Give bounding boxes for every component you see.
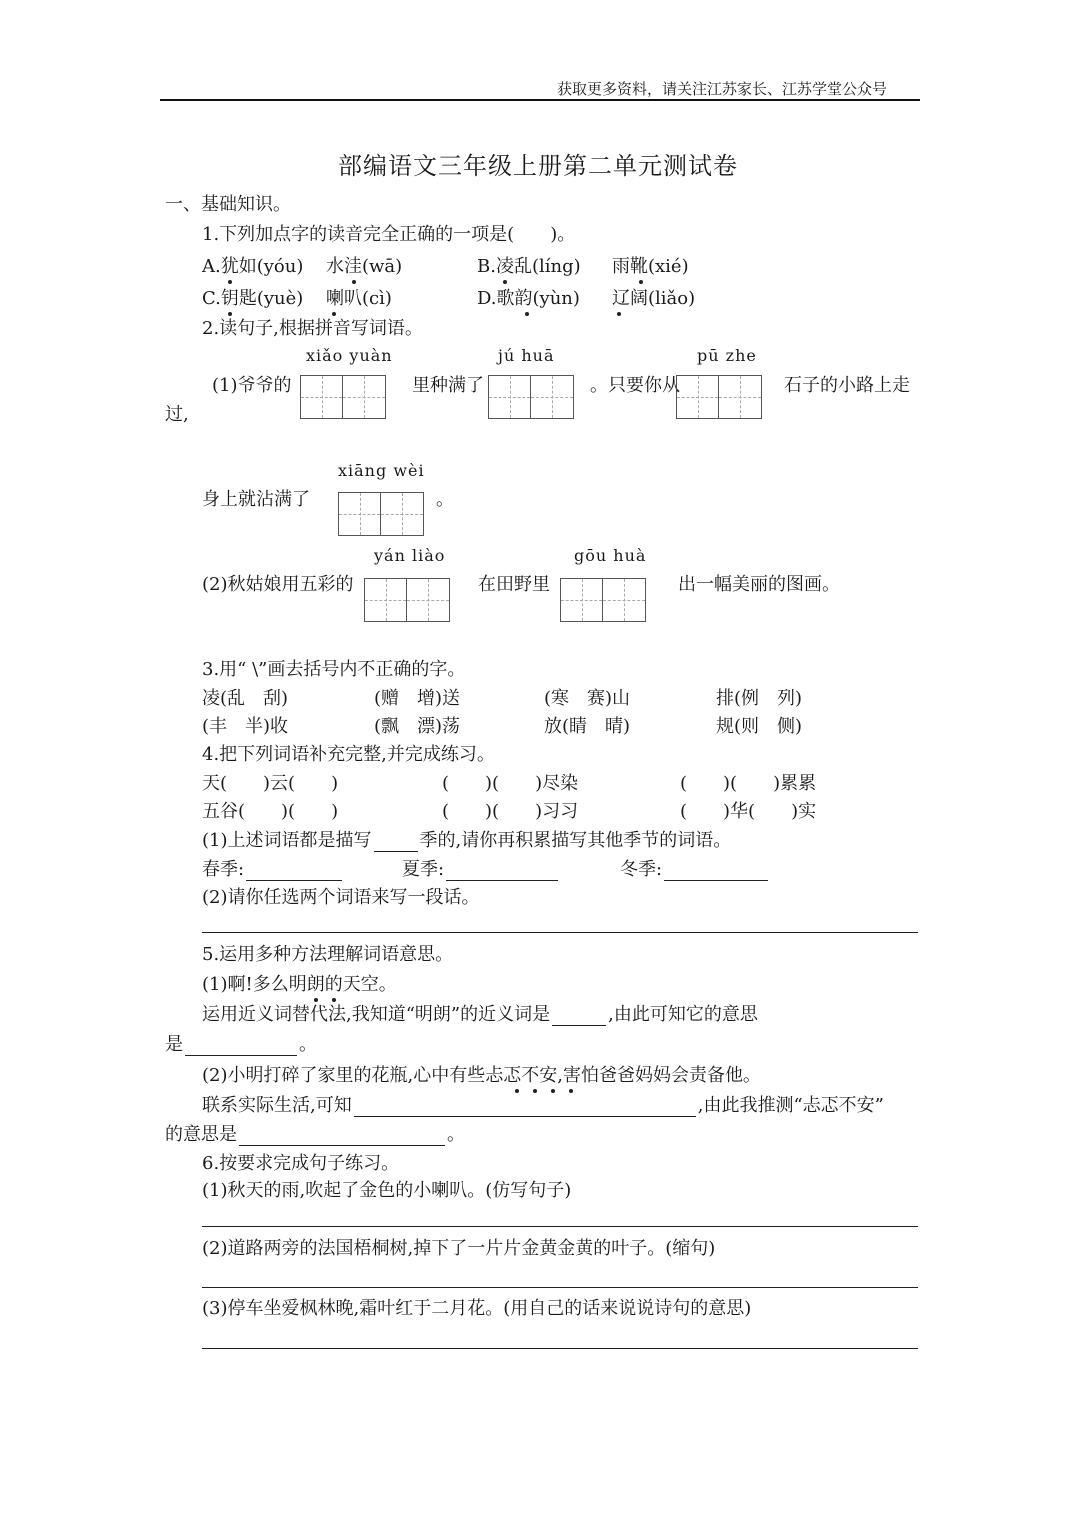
q1-option-d2: 辽阔(liǎo) xyxy=(612,288,696,309)
q2-sentence1-b: 里种满了 xyxy=(412,375,484,396)
q5-line6-prefix: 的意思是 xyxy=(165,1124,237,1145)
q2-sentence2-b: 在田野里 xyxy=(478,574,550,595)
header-note: 获取更多资料，请关注江苏家长、江苏学堂公众号 xyxy=(557,80,888,98)
q2-sentence1-f: 身上就沾满了 xyxy=(202,489,310,510)
answer-line[interactable] xyxy=(202,1287,918,1288)
q1-option-c1: C.钥匙(yuè) xyxy=(202,288,304,309)
answer-line[interactable] xyxy=(202,932,918,933)
answer-blank[interactable] xyxy=(246,862,342,881)
q5-line3-suffix: 。 xyxy=(299,1034,317,1055)
emphasis-dot xyxy=(314,998,318,1002)
writing-grid[interactable] xyxy=(560,578,646,622)
q4-sub1-prefix: (1)上述词语都是描写 xyxy=(202,830,372,851)
emphasis-dot xyxy=(533,1089,537,1093)
q5-sentence1: (1)啊!多么明朗的天空。 xyxy=(202,974,397,995)
emphasis-dot xyxy=(515,1089,519,1093)
emphasis-dot xyxy=(228,312,232,316)
emphasis-dot xyxy=(352,280,356,284)
writing-grid[interactable] xyxy=(300,375,386,419)
q6-item3: (3)停车坐爱枫林晚,霜叶红于二月花。(用自己的话来说说诗句的意思) xyxy=(202,1298,752,1319)
header-rule xyxy=(160,99,920,101)
emphasis-dot xyxy=(525,312,529,316)
answer-blank[interactable] xyxy=(239,1127,445,1146)
q5-line6 xyxy=(165,1124,465,1146)
q1-option-b1: B.凌乱(líng) xyxy=(477,256,581,277)
q3-item: 排(例 列) xyxy=(716,688,803,709)
q4-item: ( )( )累累 xyxy=(680,773,817,794)
q4-item: 五谷( )( ) xyxy=(202,801,339,822)
spring-label: 春季: xyxy=(202,859,245,880)
q1-option-c2: 喇叭(cì) xyxy=(326,288,392,309)
q5-line5-suffix: ,由此我推测“忐忑不安” xyxy=(697,1095,884,1116)
q3-item: 凌(乱 刮) xyxy=(202,688,289,709)
summer-label: 夏季: xyxy=(402,859,445,880)
q2-sentence2-c: 出一幅美丽的图画。 xyxy=(678,574,840,595)
q6-item1: (1)秋天的雨,吹起了金色的小喇叭。(仿写句子) xyxy=(202,1180,572,1201)
answer-blank[interactable] xyxy=(552,1007,606,1026)
q5-stem: 5.运用多种方法理解词语意思。 xyxy=(202,944,454,965)
q4-item: 天( )云( ) xyxy=(202,773,339,794)
q3-item: (飘 漂)荡 xyxy=(374,716,461,737)
q4-sub1-suffix: 季的,请你再积累描写其他季节的词语。 xyxy=(419,830,732,851)
summer-row xyxy=(402,859,560,881)
answer-blank[interactable] xyxy=(446,862,558,881)
q3-item: (赠 增)送 xyxy=(374,688,461,709)
q6-item2: (2)道路两旁的法国梧桐树,掉下了一片片金黄金黄的叶子。(缩句) xyxy=(202,1238,716,1259)
q2-sentence1-c: 。只要你从 xyxy=(590,375,680,396)
emphasis-dot xyxy=(332,312,336,316)
pinyin-6: gōu huà xyxy=(574,546,647,565)
q5-line3-prefix: 是 xyxy=(165,1034,183,1055)
q5-line2 xyxy=(202,1004,758,1026)
q4-item: ( )( )习习 xyxy=(442,801,579,822)
writing-grid[interactable] xyxy=(488,375,574,419)
q1-stem: 1.下列加点字的读音完全正确的一项是( )。 xyxy=(202,224,576,245)
spring-row xyxy=(202,859,344,881)
q5-line5-prefix: 联系实际生活,可知 xyxy=(202,1095,352,1116)
pinyin-1: xiǎo yuàn xyxy=(306,346,393,365)
q3-item: 放(睛 晴) xyxy=(544,716,631,737)
answer-blank[interactable] xyxy=(664,862,768,881)
q2-sentence1-a: (1)爷爷的 xyxy=(212,375,292,396)
q4-item: ( )华( )实 xyxy=(680,801,817,822)
writing-grid[interactable] xyxy=(364,578,450,622)
q5-line5 xyxy=(202,1095,884,1117)
answer-blank[interactable] xyxy=(354,1098,696,1117)
q1-option-b2: 雨靴(xié) xyxy=(612,256,689,277)
emphasis-dot xyxy=(617,312,621,316)
q1-option-a2: 水洼(wā) xyxy=(326,256,403,277)
q6-stem: 6.按要求完成句子练习。 xyxy=(202,1153,400,1174)
q5-line2-prefix: 运用近义词替代法,我知道“明朗”的近义词是 xyxy=(202,1004,551,1025)
q2-sentence1-d: 石子的小路上走 xyxy=(784,375,910,396)
winter-label: 冬季: xyxy=(620,859,663,880)
q3-item: (丰 半)收 xyxy=(202,716,289,737)
q5-sentence2: (2)小明打碎了家里的花瓶,心中有些忐忑不安,害怕爸爸妈妈会责备他。 xyxy=(202,1065,761,1086)
q2-sentence1-e: 过, xyxy=(165,404,189,425)
emphasis-dot xyxy=(503,280,507,284)
emphasis-dot xyxy=(639,280,643,284)
q3-item: (寒 赛)山 xyxy=(544,688,631,709)
answer-line[interactable] xyxy=(202,1348,918,1349)
q4-stem: 4.把下列词语补充完整,并完成练习。 xyxy=(202,744,495,765)
q2-sentence2-a: (2)秋姑娘用五彩的 xyxy=(202,574,354,595)
answer-line[interactable] xyxy=(202,1226,918,1227)
emphasis-dot xyxy=(228,280,232,284)
pinyin-4: xiāng wèi xyxy=(338,461,425,480)
q4-sub1 xyxy=(202,830,731,852)
answer-blank[interactable] xyxy=(185,1037,297,1056)
emphasis-dot xyxy=(551,1089,555,1093)
q4-sub2: (2)请你任选两个词语来写一段话。 xyxy=(202,887,480,908)
q5-line6-suffix: 。 xyxy=(447,1124,465,1145)
emphasis-dot xyxy=(332,998,336,1002)
pinyin-3: pū zhe xyxy=(697,346,757,365)
q1-option-a1: A.犹如(yóu) xyxy=(202,256,304,277)
q2-sentence1-g: 。 xyxy=(436,489,454,510)
q3-stem: 3.用“ \”画去括号内不正确的字。 xyxy=(202,659,466,680)
q1-option-d1: D.歌韵(yùn) xyxy=(477,288,580,309)
q4-item: ( )( )尽染 xyxy=(442,773,579,794)
answer-blank[interactable] xyxy=(374,833,418,852)
writing-grid[interactable] xyxy=(338,492,424,536)
q5-line3 xyxy=(165,1034,317,1056)
emphasis-dot xyxy=(569,1089,573,1093)
q5-line2-suffix: ,由此可知它的意思 xyxy=(608,1004,758,1025)
section-heading: 一、基础知识。 xyxy=(165,194,291,215)
winter-row xyxy=(620,859,770,881)
page-title: 部编语文三年级上册第二单元测试卷 xyxy=(338,152,738,180)
q3-item: 规(则 侧) xyxy=(716,716,803,737)
pinyin-2: jú huā xyxy=(498,346,555,365)
q2-stem: 2.读句子,根据拼音写词语。 xyxy=(202,318,423,339)
pinyin-5: yán liào xyxy=(374,546,446,565)
writing-grid[interactable] xyxy=(676,375,762,419)
